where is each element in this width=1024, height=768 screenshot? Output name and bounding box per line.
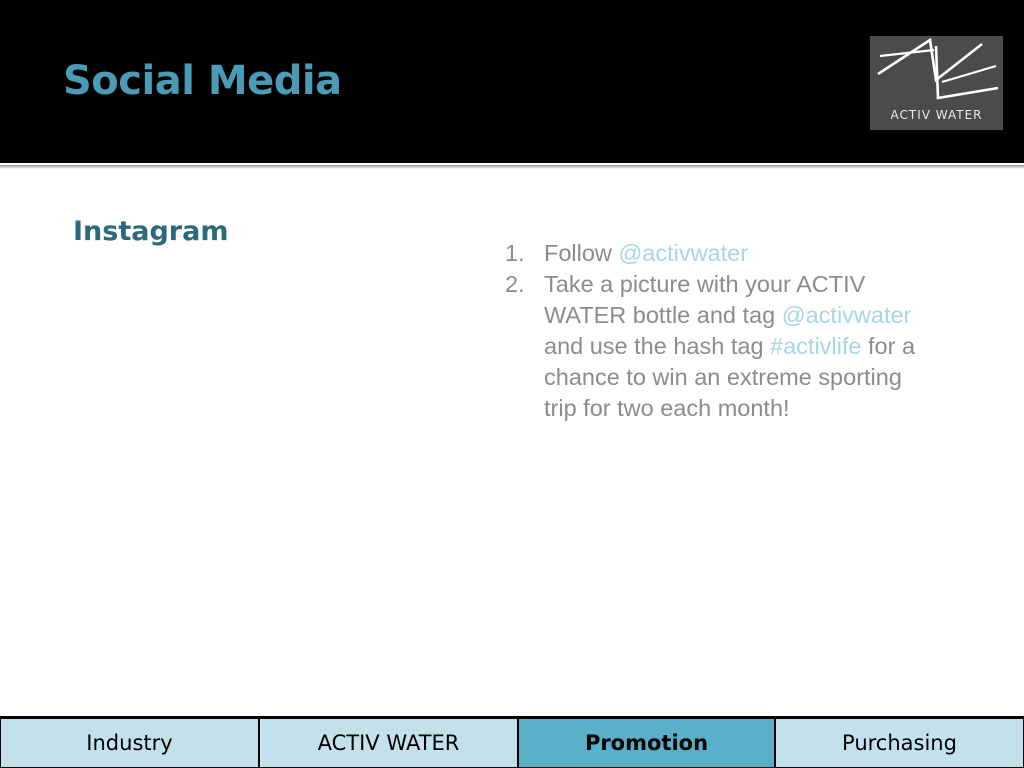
logo-wordmark: ACTIV WATER	[890, 108, 983, 122]
nav-tab-label: Promotion	[584, 731, 709, 755]
header-divider	[0, 160, 1024, 169]
hashtag-link[interactable]: #activlife	[770, 333, 862, 359]
bottom-navigation	[0, 716, 1024, 768]
step-text-segment: Take a picture with your ACTIV WATER bottle and tag	[544, 271, 866, 328]
handle-link[interactable]: @activwater	[618, 240, 749, 266]
step-text	[544, 240, 748, 266]
nav-tab-label: Industry	[86, 731, 173, 755]
step-number: 1.	[505, 240, 525, 266]
nav-tab-activ-water[interactable]	[260, 717, 519, 767]
activ-water-logo	[870, 36, 1003, 130]
nav-tab-promotion[interactable]	[519, 717, 776, 767]
section-subheading: Instagram	[73, 216, 229, 247]
steps-list	[500, 238, 920, 424]
step-text-segment: Follow	[544, 240, 619, 266]
step-item	[500, 269, 920, 424]
step-text-segment: for a chance to win an extreme sporting trip for two each month!	[544, 333, 916, 421]
nav-tab-label: Purchasing	[842, 731, 957, 755]
slide-title: Social Media	[63, 58, 342, 104]
step-text	[544, 271, 915, 421]
handle-link[interactable]: @activwater	[781, 302, 912, 328]
step-text-segment: and use the hash tag	[544, 333, 771, 359]
nav-tab-purchasing[interactable]	[776, 717, 1023, 767]
nav-tab-label: ACTIV WATER	[317, 731, 460, 755]
nav-tab-industry[interactable]	[1, 717, 260, 767]
step-item	[500, 238, 920, 269]
header-bar	[0, 0, 1024, 160]
step-number: 2.	[505, 271, 525, 297]
